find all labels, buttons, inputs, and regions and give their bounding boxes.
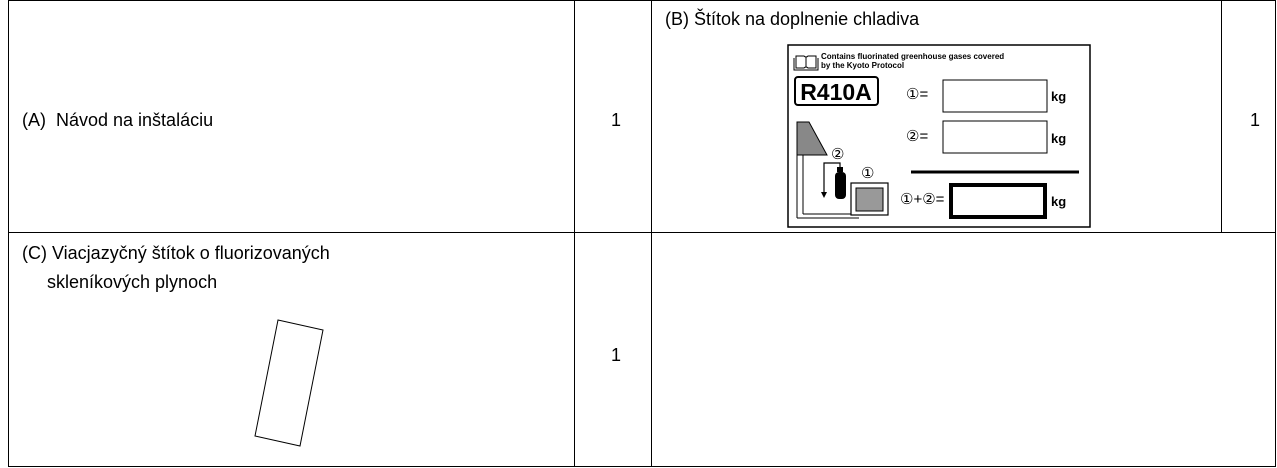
total-charge-field bbox=[951, 185, 1045, 217]
item-a-quantity: 1 bbox=[611, 110, 622, 130]
item-c-quantity: 1 bbox=[611, 345, 622, 365]
outdoor-unit-marker: ① bbox=[861, 165, 875, 182]
refrigerant-name: R410A bbox=[800, 79, 872, 105]
refrigerant-charge-label-illustration bbox=[787, 44, 1091, 228]
item-c-label-line-1: (C) Viacjazyčný štítok o fluorizovaných bbox=[22, 243, 330, 263]
table-border-right bbox=[1275, 0, 1276, 467]
kyoto-notice-line-2: by the Kyoto Protocol bbox=[821, 61, 905, 70]
kyoto-notice-line-1: Contains fluorinated greenhouse gases covered bbox=[821, 52, 1005, 61]
table-border-bottom bbox=[8, 466, 1276, 467]
total-charge-symbol: ①+②= bbox=[900, 191, 945, 208]
factory-charge-unit: kg bbox=[1051, 89, 1067, 104]
table-border-top bbox=[8, 0, 1276, 1]
table-col-divider-2 bbox=[651, 0, 652, 467]
item-c-label-line-2: skleníkových plynoch bbox=[47, 272, 218, 292]
table-col-divider-1 bbox=[574, 0, 575, 467]
additional-charge-symbol: ②= bbox=[906, 128, 929, 145]
cylinder-marker: ② bbox=[831, 146, 845, 163]
table-border-left bbox=[8, 0, 9, 467]
fluorinated-gas-label-illustration bbox=[248, 318, 328, 448]
additional-charge-field bbox=[943, 121, 1047, 153]
table-col-divider-3 bbox=[1221, 0, 1222, 233]
total-charge-unit: kg bbox=[1051, 194, 1067, 209]
components-table bbox=[8, 0, 1276, 467]
item-b-label: (B) Štítok na doplnenie chladiva bbox=[665, 9, 920, 29]
table-row-divider bbox=[8, 232, 1276, 233]
item-b-quantity: 1 bbox=[1250, 110, 1261, 130]
item-a-label: (A) Návod na inštaláciu bbox=[22, 110, 214, 130]
factory-charge-field bbox=[943, 80, 1047, 112]
additional-charge-unit: kg bbox=[1051, 131, 1067, 146]
factory-charge-symbol: ①= bbox=[906, 86, 929, 103]
